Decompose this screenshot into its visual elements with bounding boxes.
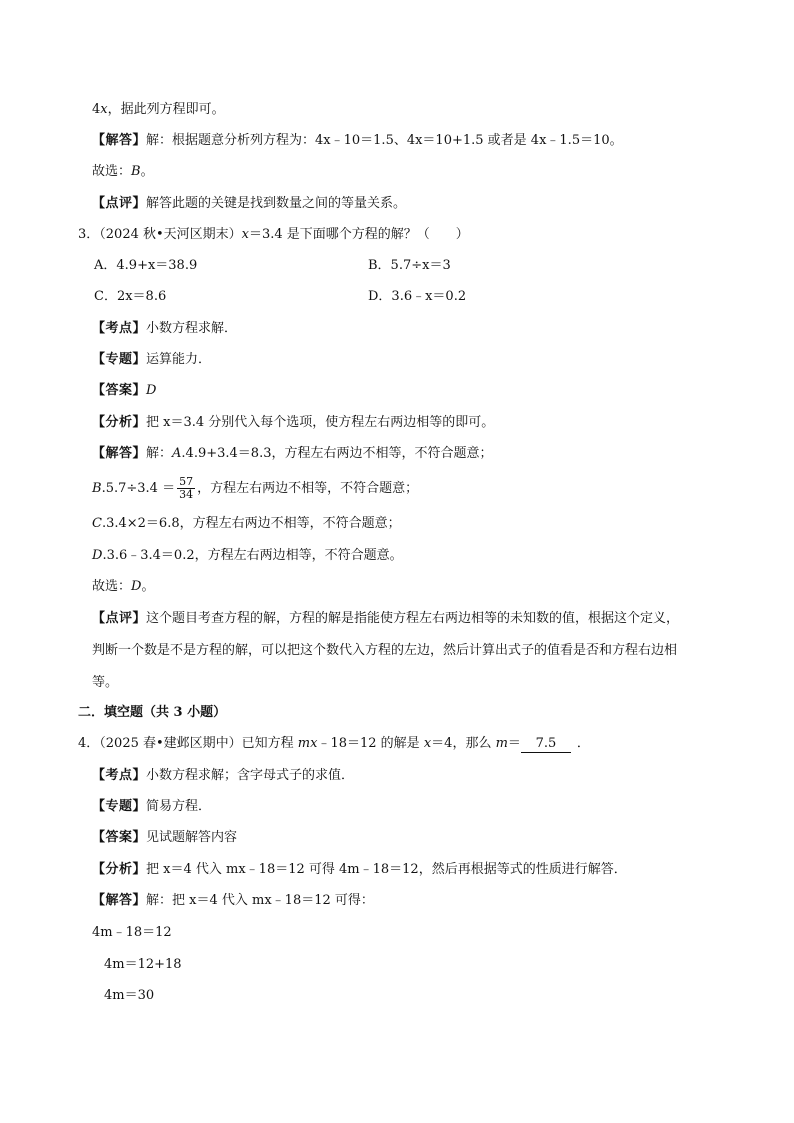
topic-tag: 【专题】: [92, 352, 147, 367]
choice-end: 。: [141, 579, 155, 594]
question-text: ＝4，那么: [431, 736, 496, 751]
answer-line: [92, 828, 237, 848]
comment-line-3: 等。: [92, 675, 119, 690]
variable-mx: mx: [297, 736, 318, 751]
choice-end: 。: [140, 164, 154, 179]
answer-tag: 【答案】: [92, 383, 147, 398]
section-title: 二．填空题（共 3 小题）: [78, 705, 227, 720]
answer-blank: 7.5: [521, 736, 571, 753]
question-4-stem: [78, 734, 590, 754]
choice-line: [92, 577, 154, 597]
question-text: ﹣18＝12 的解是: [317, 736, 424, 751]
solution-tag: 【解答】: [92, 893, 147, 908]
solution-b-line: [92, 476, 418, 501]
knowledge-tag: 【考点】: [92, 321, 147, 336]
answer-solution-line: [92, 131, 623, 151]
solution-tag: 【解答】: [92, 133, 147, 148]
answer-text: D: [146, 383, 157, 398]
comment-text: 这个题目考查方程的解，方程的解是指能使方程左右两边相等的未知数的值，根据这个定义，: [146, 611, 680, 626]
choice-line: [92, 162, 154, 182]
solution-c-line: [92, 514, 401, 534]
knowledge-point-line: [92, 319, 237, 339]
option-label: A: [172, 446, 182, 461]
option-label: D: [92, 548, 103, 563]
choice-value: D: [131, 579, 142, 594]
knowledge-text: 小数方程求解．: [146, 321, 238, 336]
comment-line: [92, 609, 679, 629]
topic-line: [92, 350, 211, 370]
answer-tag: 【答案】: [92, 830, 147, 845]
text-number: 4: [92, 102, 101, 117]
answer-line: [92, 381, 156, 401]
comment-text: 解答此题的关键是找到数量之间的等量关系。: [146, 196, 407, 211]
solution-text: ，方程左右两边不相等，不符合题意；: [197, 481, 419, 496]
option-label: C: [92, 516, 102, 531]
topic-text: 简易方程．: [146, 799, 212, 814]
option-b: B．5.7÷x＝3: [368, 258, 451, 273]
solution-text: 解：根据题意分析列方程为：4x﹣10＝1.5、4x＝10+1.5 或者是 4x﹣1.5＝10。: [146, 133, 623, 148]
solution-step-3: 4m＝30: [104, 988, 155, 1003]
variable-x: x: [100, 102, 108, 117]
question-end: ．: [576, 736, 590, 751]
knowledge-text: 小数方程求解；含字母式子的求值．: [146, 768, 355, 783]
option-c: C．2x＝8.6: [94, 289, 167, 304]
fraction-numerator: 57: [179, 475, 194, 488]
variable-m: m: [495, 736, 508, 751]
fraction: [177, 476, 195, 501]
solution-prefix: 解：: [146, 446, 173, 461]
option-d: D．3.6﹣x＝0.2: [368, 289, 467, 304]
topic-text: 运算能力．: [146, 352, 212, 367]
question-text: ＝3.4 是下面哪个方程的解？（ ）: [249, 227, 469, 242]
analysis-line: [92, 413, 494, 433]
analysis-tag: 【分析】: [92, 862, 147, 877]
topic-tag: 【专题】: [92, 799, 147, 814]
knowledge-point-line: [92, 766, 354, 786]
comment-line: [92, 194, 406, 214]
analysis-line: [92, 860, 627, 880]
analysis-tag: 【分析】: [92, 415, 147, 430]
solution-text: .3.6﹣3.4＝0.2，方程左右两边相等，不符合题意。: [102, 548, 403, 563]
solution-line: [92, 444, 492, 464]
choice-label: 故选：: [92, 164, 132, 179]
variable-x: x: [423, 736, 432, 751]
comment-line-2: 判断一个数是不是方程的解，可以把这个数代入方程的左边，然后计算出式子的值看是否和方程右边相: [92, 643, 678, 658]
question-source: 4．（2025 春•建邺区期中）已知方程: [78, 736, 298, 751]
text: ，据此列方程即可。: [107, 102, 225, 117]
solution-step-2: 4m＝12+18: [104, 957, 182, 972]
solution-text: .4.9+3.4＝8.3，方程左右两边不相等，不符合题意；: [181, 446, 493, 461]
solution-step-1: 4m﹣18＝12: [92, 925, 172, 940]
question-3-stem: [78, 225, 469, 245]
analysis-continuation-line: [92, 100, 225, 120]
analysis-text: 把 x＝4 代入 mx﹣18＝12 可得 4m﹣18＝12，然后再根据等式的性质进行解答．: [146, 862, 627, 877]
choice-label: 故选：: [92, 579, 132, 594]
choice-value: B: [131, 164, 141, 179]
topic-line: [92, 797, 211, 817]
solution-d-line: [92, 546, 403, 566]
variable-x: x: [241, 227, 249, 242]
fraction-denominator: 34: [179, 488, 194, 501]
knowledge-tag: 【考点】: [92, 768, 147, 783]
comment-tag: 【点评】: [92, 196, 147, 211]
analysis-text: 把 x＝3.4 分别代入每个选项，使方程左右两边相等的即可。: [146, 415, 495, 430]
solution-tag: 【解答】: [92, 446, 147, 461]
question-source: 3．（2024 秋•天河区期末）: [78, 227, 242, 242]
question-text: ＝: [507, 736, 521, 751]
comment-tag: 【点评】: [92, 611, 147, 626]
option-a: A．4.9+x＝38.9: [94, 258, 198, 273]
solution-text: 解：把 x＝4 代入 mx﹣18＝12 可得：: [146, 893, 374, 908]
answer-text: 见试题解答内容: [146, 830, 238, 845]
option-label: B: [92, 481, 102, 496]
solution-line: [92, 891, 374, 911]
solution-text: .3.4×2＝6.8，方程左右两边不相等，不符合题意；: [101, 516, 401, 531]
solution-text: .5.7÷3.4 ＝: [101, 481, 176, 496]
